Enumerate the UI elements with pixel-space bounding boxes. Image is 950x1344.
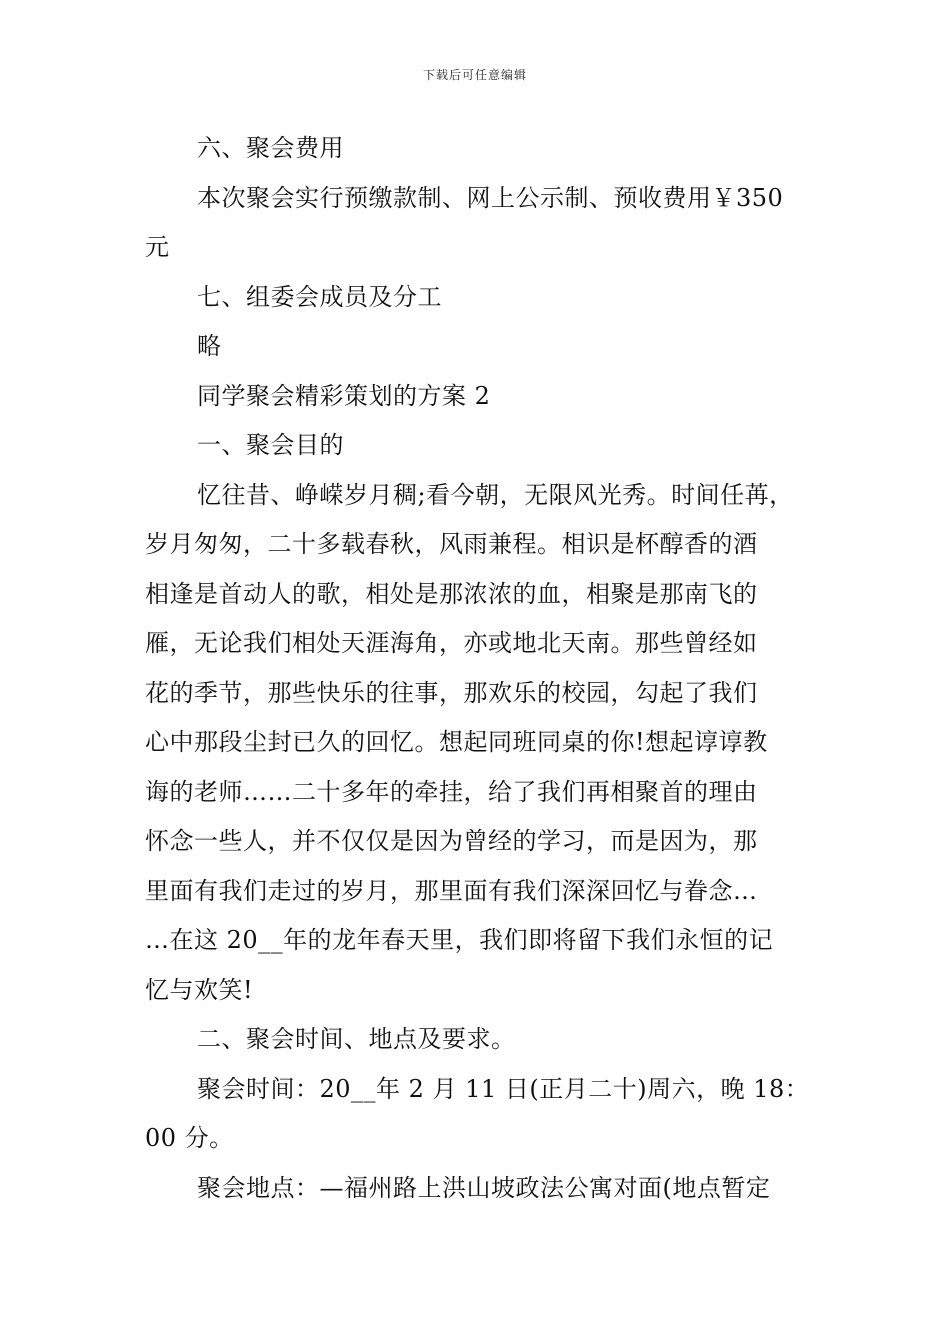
paragraph-line: …在这 20__年的龙年春天里，我们即将留下我们永恒的记	[145, 926, 774, 954]
paragraph-line: 本次聚会实行预缴款制、网上公示制、预收费用￥350	[197, 183, 784, 212]
section-heading-time-place: 二、聚会时间、地点及要求。	[197, 1025, 516, 1053]
page-header: 下载后可任意编辑	[422, 68, 527, 82]
section-heading-committee: 七、组委会成员及分工	[197, 282, 442, 311]
paragraph-line: 元	[145, 233, 170, 261]
section-heading-fees: 六、聚会费用	[197, 134, 344, 162]
section-heading-purpose: 一、聚会目的	[197, 431, 344, 459]
paragraph-line: 怀念一些人，并不仅仅是因为曾经的学习，而是因为，那	[145, 827, 758, 855]
paragraph-line: 里面有我们走过的岁月，那里面有我们深深回忆与眷念…	[145, 876, 758, 905]
paragraph-line: 忆往昔、峥嵘岁月稠;看今朝，无限风光秀。时间任苒，	[197, 480, 794, 509]
paragraph-line: 雁，无论我们相处天涯海角，亦或地北天南。那些曾经如	[145, 629, 758, 657]
paragraph-line: 00 分。	[145, 1124, 234, 1152]
paragraph-line: 聚会时间：20__年 2 月 11 日(正月二十)周六，晚 18：	[197, 1074, 810, 1103]
paragraph-line: 略	[197, 332, 222, 360]
paragraph-line: 岁月匆匆，二十多载春秋，风雨兼程。相识是杯醇香的酒	[145, 530, 758, 558]
paragraph-line: 心中那段尘封已久的回忆。想起同班同桌的你!想起谆谆教	[145, 728, 768, 756]
document-subtitle: 同学聚会精彩策划的方案 2	[197, 381, 491, 410]
paragraph-line: 花的季节，那些快乐的往事，那欢乐的校园，勾起了我们	[145, 678, 758, 707]
paragraph-line: 聚会地点：—福州路上洪山坡政法公寓对面(地点暂定	[197, 1173, 771, 1202]
paragraph-line: 诲的老师……二十多年的牵挂，给了我们再相聚首的理由	[145, 777, 758, 806]
document-body	[145, 124, 810, 1213]
paragraph-line: 忆与欢笑!	[145, 975, 254, 1004]
paragraph-line: 相逢是首动人的歌，相处是那浓浓的血，相聚是那南飞的	[145, 579, 758, 608]
